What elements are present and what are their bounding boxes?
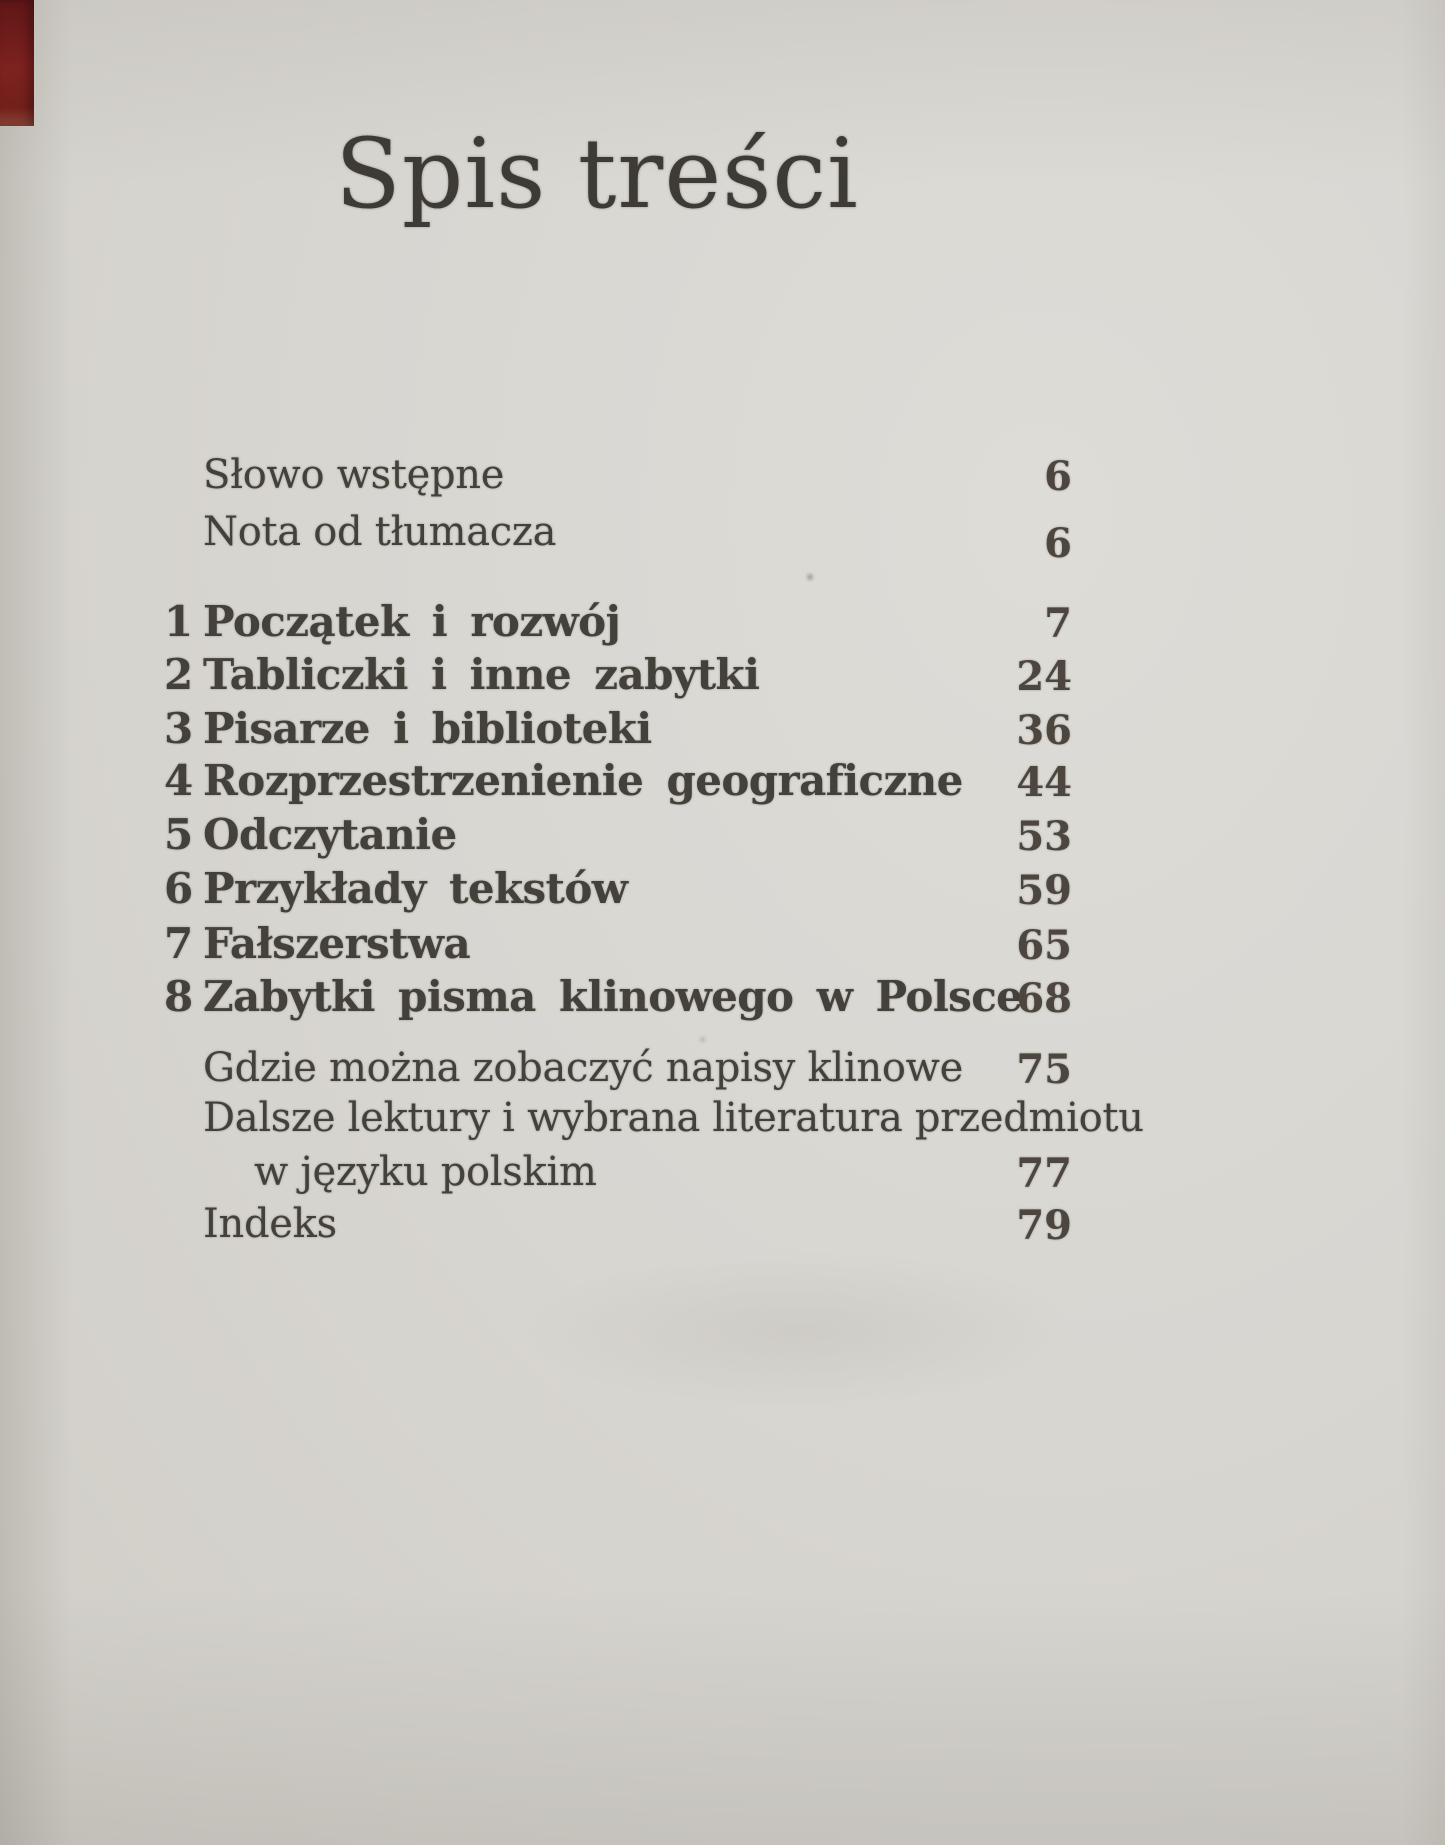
toc-entry [0, 703, 1445, 759]
ink-bleed-smudge [520, 1250, 1080, 1410]
toc-entry [0, 1042, 1445, 1098]
toc-entry-label: Nota od tłumacza [203, 509, 557, 555]
toc-entry-label: Rozprzestrzenienie geograficzne [203, 756, 963, 805]
toc-entry-page: 7 [1044, 600, 1072, 647]
toc-entry-page: 77 [1016, 1150, 1072, 1197]
toc-entry [0, 449, 1445, 505]
toc-entry-page: 68 [1016, 975, 1072, 1022]
chapter-number: 7 [164, 919, 193, 968]
toc-entry [0, 1198, 1445, 1254]
toc-entry-label: Zabytki pisma klinowego w Polsce [203, 972, 1023, 1021]
toc-entry [0, 506, 1445, 567]
toc-entry-page: 79 [1016, 1202, 1072, 1249]
toc-entry-page: 44 [1016, 759, 1072, 806]
toc-entry [0, 918, 1445, 974]
toc-entry-label: Słowo wstępne [203, 452, 505, 498]
toc-entry-page: 59 [1016, 867, 1072, 914]
paper-speck [700, 1037, 705, 1042]
toc-entry [0, 971, 1445, 1027]
toc-entry-page: 24 [1016, 653, 1072, 700]
toc-entry [0, 1146, 1445, 1202]
chapter-number: 2 [164, 650, 193, 699]
toc-entry-page: 6 [1044, 453, 1072, 500]
toc-entry-label: Dalsze lektury i wybrana literatura przedmiotu [203, 1095, 1144, 1141]
toc-entry-page: 65 [1016, 922, 1072, 969]
toc-entry-page: 6 [1044, 520, 1072, 567]
toc-entry [0, 809, 1445, 865]
toc-entry-page: 75 [1016, 1046, 1072, 1093]
toc-entry-label: Indeks [203, 1201, 337, 1247]
toc-entry-label: w języku polskim [254, 1149, 597, 1195]
toc-entry [0, 596, 1445, 652]
chapter-number: 3 [164, 704, 193, 753]
toc-entry-label: Przykłady tekstów [203, 864, 628, 913]
adjacent-cover-strip [0, 0, 34, 126]
toc-entry-label: Gdzie można zobaczyć napisy klinowe [203, 1045, 963, 1091]
chapter-number: 8 [164, 972, 193, 1021]
toc-entry [0, 863, 1445, 919]
toc-entry-label: Odczytanie [203, 810, 457, 859]
chapter-number: 6 [164, 864, 193, 913]
toc-entry [0, 755, 1445, 811]
page-title: Spis treści [335, 118, 859, 230]
toc-entry-page: 36 [1016, 707, 1072, 754]
chapter-number: 1 [164, 597, 193, 646]
chapter-number: 4 [164, 756, 193, 805]
paper-speck [807, 574, 813, 580]
toc-entry-page: 53 [1016, 813, 1072, 860]
toc-entry-label: Fałszerstwa [203, 919, 471, 968]
toc-entry [0, 649, 1445, 705]
toc-entry [0, 1092, 1445, 1148]
toc-entry-label: Pisarze i biblioteki [203, 704, 652, 753]
chapter-number: 5 [164, 810, 193, 859]
toc-entry-label: Tabliczki i inne zabytki [203, 650, 760, 699]
toc-entry-label: Początek i rozwój [203, 597, 621, 646]
